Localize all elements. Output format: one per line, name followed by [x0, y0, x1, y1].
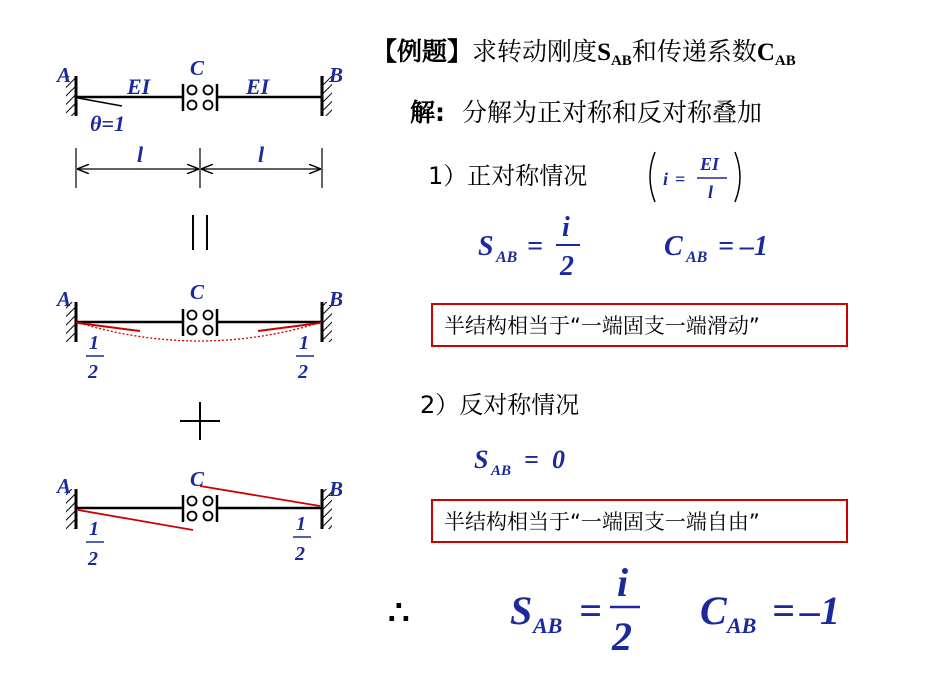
svg-text:=: = [524, 445, 539, 474]
svg-text:i: i [617, 560, 629, 605]
half-den-left: 2 [88, 361, 98, 383]
svg-text:=: = [718, 231, 734, 262]
svg-text:AB: AB [491, 463, 512, 479]
svg-text:AB: AB [496, 249, 518, 266]
half-num-right: 1 [296, 513, 306, 535]
rotation-line [78, 98, 122, 106]
half-den-left: 2 [88, 548, 98, 570]
svg-text:【例题】求转动刚度SAB和传递系数CAB: 【例题】求转动刚度$S_{AB}$和传递系数$C_{AB}$ [372, 37, 796, 69]
beam-3 [55, 467, 343, 570]
label-b: B [329, 477, 344, 501]
case2-s-expression [474, 445, 565, 479]
beam-2 [55, 280, 343, 383]
svg-text:i: i [562, 212, 570, 243]
svg-text:EI: EI [700, 154, 720, 174]
case2-title: 2）反对称情况 [420, 391, 580, 419]
half-num-left: 1 [89, 332, 99, 354]
case1 [428, 152, 847, 346]
svg-text:=: = [675, 169, 686, 189]
half-den-right: 2 [298, 361, 308, 383]
case2-note: 半结构相当于“一端固支一端自由” [444, 510, 760, 534]
deflection-curve [76, 322, 322, 341]
rotation-line-left [78, 323, 140, 331]
svg-text:S: S [474, 445, 489, 474]
solution-line [410, 98, 762, 127]
case1-title: 1）正对称情况 [428, 162, 588, 190]
half-num-right: 1 [299, 332, 309, 354]
label-a: A [57, 63, 72, 87]
case1-note: 半结构相当于“一端固支一端滑动” [444, 314, 760, 338]
svg-text:S: S [510, 588, 533, 633]
svg-text:AB: AB [686, 249, 708, 266]
label-c: C [190, 467, 205, 491]
plus-sign [180, 402, 220, 440]
equals-sign [193, 215, 207, 250]
label-ei-right: EI [246, 74, 270, 99]
label-a: A [57, 474, 72, 498]
svg-text:i: i [663, 169, 669, 189]
svg-text:解:: 解: [410, 98, 445, 127]
svg-text:S: S [478, 231, 494, 262]
sliding-hinge-c [183, 309, 217, 336]
conclusion [388, 560, 840, 659]
beam-1 [55, 56, 343, 188]
svg-text:=: = [772, 588, 795, 633]
svg-text:2: 2 [560, 251, 574, 282]
svg-text:C: C [664, 231, 683, 262]
title [372, 37, 796, 69]
svg-text:C: C [700, 588, 727, 633]
label-c: C [190, 280, 205, 304]
svg-text:AB: AB [533, 613, 563, 638]
label-l-left: l [137, 142, 144, 167]
label-c: C [190, 56, 205, 80]
svg-text:=: = [579, 588, 602, 633]
svg-text:分解为正对称和反对称叠加: 分解为正对称和反对称叠加 [462, 98, 763, 127]
svg-text:2: 2 [612, 614, 632, 659]
svg-text:l: l [708, 182, 714, 202]
therefore-symbol: ∴ [388, 595, 410, 632]
rotation-line-right [258, 323, 320, 331]
case1-c-expression [664, 231, 768, 266]
label-ei-left: EI [127, 74, 151, 99]
label-theta: θ=1 [90, 111, 125, 136]
sliding-hinge-c [183, 495, 217, 522]
svg-text:=: = [527, 231, 543, 262]
label-b: B [329, 63, 344, 87]
half-den-right: 2 [295, 543, 305, 565]
svg-text:–1: –1 [740, 231, 768, 262]
svg-text:–1: –1 [800, 588, 840, 633]
half-num-left: 1 [89, 518, 99, 540]
label-b: B [329, 287, 344, 311]
stiffness-formula [650, 152, 740, 202]
svg-text:AB: AB [727, 613, 757, 638]
svg-text:0: 0 [552, 445, 565, 474]
case1-s-expression [478, 212, 580, 282]
label-l-right: l [258, 142, 265, 167]
sliding-hinge-c [183, 84, 217, 111]
case2 [420, 391, 847, 542]
label-a: A [57, 287, 72, 311]
